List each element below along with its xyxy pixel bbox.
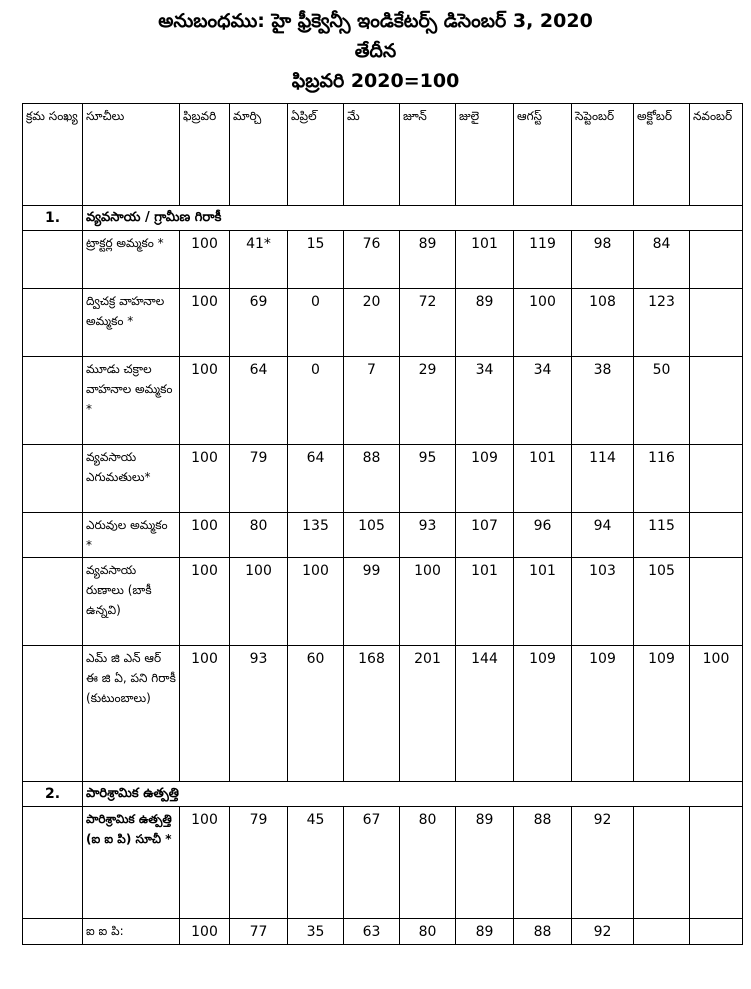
value-cell: 103 — [572, 558, 634, 646]
value-cell: 94 — [572, 513, 634, 558]
value-cell: 63 — [344, 919, 400, 945]
value-cell — [634, 807, 690, 919]
value-cell: 89 — [400, 231, 456, 289]
value-cell: 89 — [456, 919, 514, 945]
indicator-name: వ్యవసాయ ఎగుమతులు* — [83, 445, 180, 513]
value-cell: 100 — [180, 289, 230, 357]
col-header-feb: ఫిబ్రవరి — [180, 104, 230, 206]
section-row — [23, 782, 743, 807]
value-cell: 34 — [456, 357, 514, 445]
value-cell: 79 — [230, 445, 288, 513]
value-cell: 105 — [634, 558, 690, 646]
value-cell: 115 — [634, 513, 690, 558]
indicator-name: ట్రాక్టర్ల అమ్మకం * — [83, 231, 180, 289]
value-cell: 89 — [456, 289, 514, 357]
value-cell: 100 — [180, 357, 230, 445]
title-line-3: ఫిబ్రవరి 2020=100 — [291, 70, 460, 92]
value-cell: 35 — [288, 919, 344, 945]
value-cell: 144 — [456, 646, 514, 782]
value-cell: 0 — [288, 289, 344, 357]
value-cell: 96 — [514, 513, 572, 558]
value-cell: 109 — [456, 445, 514, 513]
value-cell: 67 — [344, 807, 400, 919]
value-cell: 76 — [344, 231, 400, 289]
value-cell: 101 — [456, 558, 514, 646]
value-cell: 20 — [344, 289, 400, 357]
value-cell — [690, 919, 743, 945]
value-cell: 50 — [634, 357, 690, 445]
value-cell: 100 — [400, 558, 456, 646]
value-cell: 100 — [514, 289, 572, 357]
value-cell: 201 — [400, 646, 456, 782]
value-cell: 69 — [230, 289, 288, 357]
value-cell: 93 — [400, 513, 456, 558]
col-header-serial: క్రమ సంఖ్య — [23, 104, 83, 206]
value-cell: 168 — [344, 646, 400, 782]
value-cell: 108 — [572, 289, 634, 357]
table-row — [23, 357, 743, 445]
value-cell: 100 — [180, 558, 230, 646]
value-cell: 38 — [572, 357, 634, 445]
value-cell: 45 — [288, 807, 344, 919]
value-cell — [690, 558, 743, 646]
value-cell: 100 — [180, 513, 230, 558]
table-row — [23, 445, 743, 513]
table-row — [23, 807, 743, 919]
value-cell: 135 — [288, 513, 344, 558]
value-cell: 80 — [400, 919, 456, 945]
section-number: 1. — [23, 206, 83, 231]
indicator-name: వ్యవసాయ రుణాలు (బాకీ ఉన్నవి) — [83, 558, 180, 646]
value-cell: 100 — [180, 919, 230, 945]
value-cell: 93 — [230, 646, 288, 782]
value-cell — [634, 919, 690, 945]
value-cell: 123 — [634, 289, 690, 357]
value-cell: 64 — [230, 357, 288, 445]
value-cell: 89 — [456, 807, 514, 919]
value-cell: 7 — [344, 357, 400, 445]
section-title: వ్యవసాయ / గ్రామీణ గిరాకీ — [83, 206, 743, 231]
value-cell: 80 — [230, 513, 288, 558]
value-cell: 88 — [514, 807, 572, 919]
value-cell: 105 — [344, 513, 400, 558]
value-cell: 100 — [288, 558, 344, 646]
value-cell: 34 — [514, 357, 572, 445]
col-header-jun: జూన్ — [400, 104, 456, 206]
value-cell: 114 — [572, 445, 634, 513]
value-cell: 72 — [400, 289, 456, 357]
col-header-oct: అక్టోబర్ — [634, 104, 690, 206]
col-header-mar: మార్చి — [230, 104, 288, 206]
title-line-1: అనుబంధము: హై ఫ్రీక్వెన్సీ ఇండికేటర్స్ డిసెంబర్ 3, 2020 — [158, 10, 593, 32]
value-cell: 41* — [230, 231, 288, 289]
value-cell: 15 — [288, 231, 344, 289]
value-cell: 109 — [572, 646, 634, 782]
section-row — [23, 206, 743, 231]
indicator-name: పారిశ్రామిక ఉత్పత్తి (ఐ ఐ పి) సూచీ * — [83, 807, 180, 919]
section-number: 2. — [23, 782, 83, 807]
table-row — [23, 289, 743, 357]
value-cell: 100 — [180, 646, 230, 782]
value-cell: 109 — [514, 646, 572, 782]
value-cell: 64 — [288, 445, 344, 513]
value-cell: 60 — [288, 646, 344, 782]
value-cell: 79 — [230, 807, 288, 919]
value-cell: 80 — [400, 807, 456, 919]
value-cell: 119 — [514, 231, 572, 289]
value-cell — [690, 357, 743, 445]
col-header-indices: సూచీలు — [83, 104, 180, 206]
indicators-table — [22, 103, 743, 945]
indicator-name: మూడు చక్రాల వాహనాల అమ్మకం * — [83, 357, 180, 445]
value-cell: 84 — [634, 231, 690, 289]
col-header-jul: జులై — [456, 104, 514, 206]
value-cell: 92 — [572, 807, 634, 919]
value-cell — [690, 231, 743, 289]
value-cell: 88 — [514, 919, 572, 945]
value-cell: 88 — [344, 445, 400, 513]
value-cell: 101 — [514, 558, 572, 646]
table-row — [23, 231, 743, 289]
value-cell: 100 — [180, 807, 230, 919]
indicator-name: ద్విచక్ర వాహనాల అమ్మకం * — [83, 289, 180, 357]
col-header-apr: ఏప్రిల్ — [288, 104, 344, 206]
value-cell: 99 — [344, 558, 400, 646]
col-header-nov: నవంబర్ — [690, 104, 743, 206]
value-cell: 116 — [634, 445, 690, 513]
title-line-2: తేదీన — [354, 40, 397, 62]
value-cell: 100 — [230, 558, 288, 646]
col-header-aug: ఆగస్ట్ — [514, 104, 572, 206]
value-cell: 101 — [456, 231, 514, 289]
col-header-sep: సెప్టెంబర్ — [572, 104, 634, 206]
table-row — [23, 646, 743, 782]
value-cell: 101 — [514, 445, 572, 513]
value-cell — [690, 445, 743, 513]
value-cell — [690, 807, 743, 919]
value-cell: 98 — [572, 231, 634, 289]
value-cell: 77 — [230, 919, 288, 945]
value-cell — [690, 289, 743, 357]
table-row — [23, 919, 743, 945]
header-row — [23, 104, 743, 206]
value-cell: 100 — [180, 231, 230, 289]
value-cell: 100 — [180, 445, 230, 513]
page-title — [0, 6, 751, 96]
value-cell: 92 — [572, 919, 634, 945]
col-header-may: మే — [344, 104, 400, 206]
value-cell: 29 — [400, 357, 456, 445]
indicator-name: ఎమ్ జి ఎన్ ఆర్ ఈ జి ఏ, పని గిరాకీ (కుటుంబాలు) — [83, 646, 180, 782]
value-cell: 100 — [690, 646, 743, 782]
value-cell: 0 — [288, 357, 344, 445]
indicator-name: ఐ ఐ పి: — [83, 919, 180, 945]
section-title: పారిశ్రామిక ఉత్పత్తి — [83, 782, 743, 807]
table-row — [23, 558, 743, 646]
indicator-name: ఎరువుల అమ్మకం * — [83, 513, 180, 558]
table-row — [23, 513, 743, 558]
value-cell — [690, 513, 743, 558]
value-cell: 109 — [634, 646, 690, 782]
value-cell: 95 — [400, 445, 456, 513]
value-cell: 107 — [456, 513, 514, 558]
